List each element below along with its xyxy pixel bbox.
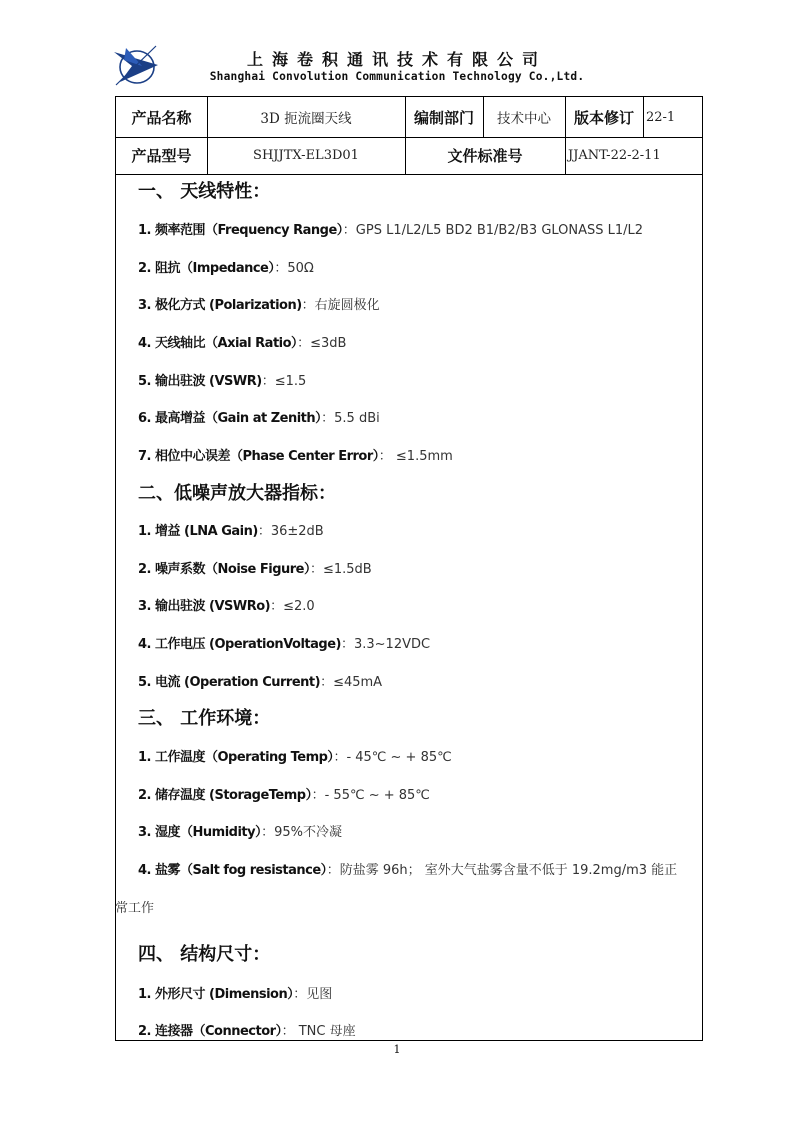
spec-item: 2. 储存温度 (StorageTemp）：- 55℃ ~ + 85℃ [138, 788, 430, 803]
info-row-1 [116, 97, 702, 138]
spec-item: 4. 盐雾（Salt fog resistance）：防盐雾 96h； 室外大气盐雾含量不低于 19.2mg/m3 能正 [138, 863, 678, 878]
spec-item: 3. 极化方式 (Polarization)：右旋圆极化 [138, 298, 380, 313]
revision-label: 版本修订 [573, 108, 634, 127]
spec-item: 4. 工作电压 (OperationVoltage)：3.3~12VDC [138, 637, 431, 652]
spec-item-continuation: 常工作 [115, 901, 155, 916]
spec-item: 7. 相位中心误差（Phase Center Error）： ≤1.5mm [138, 449, 453, 464]
spec-item: 2. 噪声系数（Noise Figure）：≤1.5dB [138, 562, 372, 577]
product-name-label: 产品名称 [131, 108, 192, 127]
doc-no-value: JJANT-22-2-11 [568, 148, 661, 163]
product-name-value: 3D 扼流圈天线 [260, 111, 352, 127]
model-value: SHJJTX-EL3D01 [253, 148, 359, 163]
section-title-lna: 二、低噪声放大器指标： [138, 483, 336, 504]
spec-item: 5. 电流 (Operation Current)：≤45mA [138, 675, 383, 690]
section-title-environment: 三、 工作环境： [138, 708, 271, 729]
section-title-antenna: 一、 天线特性： [138, 181, 271, 202]
company-name-en: Shanghai Convolution Communication Technology Co.,Ltd. [209, 70, 585, 83]
spec-item: 3. 输出驻波 (VSWRo)：≤2.0 [138, 599, 315, 614]
spec-item: 1. 频率范围（Frequency Range）：GPS L1/L2/L5 BD2 B1/B2/B3 GLONASS L1/L2 [138, 223, 644, 238]
info-row-2 [116, 137, 702, 175]
doc-no-label: 文件标准号 [447, 147, 523, 165]
model-label: 产品型号 [131, 147, 192, 165]
dept-label: 编制部门 [413, 108, 474, 127]
spec-item: 5. 输出驻波 (VSWR)：≤1.5 [138, 374, 307, 389]
spec-item: 1. 增益 (LNA Gain)：36±2dB [138, 524, 324, 539]
page-number: 1 [393, 1043, 401, 1056]
spec-item: 3. 湿度（Humidity）：95%不冷凝 [138, 825, 343, 840]
spec-item: 4. 天线轴比（Axial Ratio）：≤3dB [138, 336, 347, 351]
spec-item: 1. 外形尺寸 (Dimension）：见图 [138, 987, 333, 1002]
spec-item: 2. 连接器（Connector）： TNC 母座 [138, 1024, 356, 1039]
dept-value: 技术中心 [497, 111, 551, 127]
company-name-cn: 上海卷积通讯技术有限公司 [246, 50, 547, 69]
section-title-structure: 四、 结构尺寸： [138, 944, 271, 965]
spec-item: 2. 阻抗（Impedance）：50Ω [138, 261, 314, 276]
spec-item: 6. 最高增益（Gain at Zenith）：5.5 dBi [138, 411, 380, 426]
revision-value: 22-1 [646, 109, 676, 125]
spec-item: 1. 工作温度（Operating Temp）：- 45℃ ~ + 85℃ [138, 750, 452, 765]
